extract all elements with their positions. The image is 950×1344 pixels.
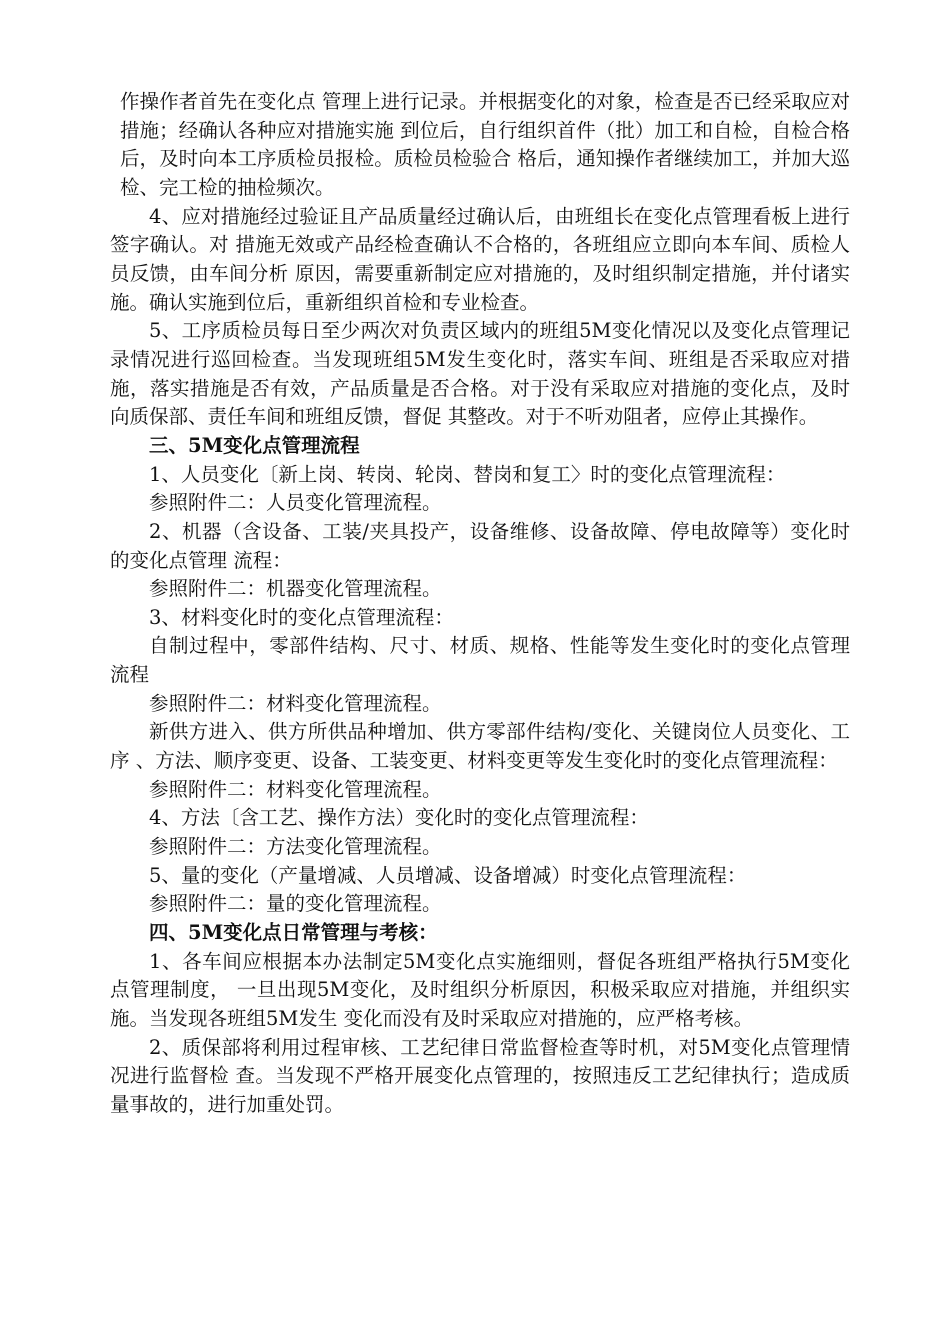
- paragraph-machine-change: 2、机器（含设备、工装/夹具投产，设备维修、设备故障、停电故障等）变化时的变化点管理 流程：: [110, 519, 850, 572]
- paragraph-self-made-process: 自制过程中，零部件结构、尺寸、材质、规格、性能等发生变化时的变化点管理流程: [110, 634, 850, 687]
- paragraph-continued: 作操作者首先在变化点 管理上进行记录。并根据变化的对象，检查是否已经采取应对措施；经确认各种应对措施实施 到位后，自行组织首件（批）加工和自检，自检合格后，及时向本工序质检员报检。质检员检验合 格后，通知操作者继续加工，并加大巡检、完工检的抽检频次。: [120, 90, 850, 199]
- paragraph-method-change: 4、方法〔含工艺、操作方法）变化时的变化点管理流程：: [149, 806, 649, 830]
- paragraph-ref-material-1: 参照附件二：材料变化管理流程。: [149, 691, 442, 715]
- paragraph-item-5: 5、工序质检员每日至少两次对负责区域内的班组5M变化情况以及变化点管理记录情况进行巡回检查。当发现班组5M发生变化时，落实车间、班组是否采取应对措施，落实措施是否有效，产品质量是否合格。对于没有采取应对措施的变化点，及时向质保部、责任车间和班组反馈，督促 其整改。对于不听劝阻者，应停止其操作。: [110, 319, 850, 429]
- paragraph-ref-material-2: 参照附件二：材料变化管理流程。: [149, 777, 442, 801]
- paragraph-ref-quantity: 参照附件二：量的变化管理流程。: [149, 892, 442, 916]
- paragraph-personnel-change: 1、人员变化〔新上岗、转岗、轮岗、替岗和复工〉时的变化点管理流程：: [149, 462, 786, 486]
- document-body: [110, 88, 850, 1120]
- paragraph-material-change: 3、材料变化时的变化点管理流程：: [149, 605, 454, 629]
- paragraph-new-supplier: 新供方进入、供方所供品种增加、供方零部件结构/变化、关键岗位人员变化、工序 、方法、顺序变更、设备、工装变更、材料变更等发生变化时的变化点管理流程：: [110, 720, 850, 773]
- paragraph-item-4: 4、应对措施经过验证且产品质量经过确认后，由班组长在变化点管理看板上进行签字确认。对 措施无效或产品经检查确认不合格的，各班组应立即向本车间、质检人员反馈，由车间分析 原因，需要重新制定应对措施的，及时组织制定措施，并付诸实施。确认实施到位后，重新组织首检和专业检查。: [110, 204, 850, 314]
- paragraph-ref-method: 参照附件二：方法变化管理流程。: [149, 835, 442, 859]
- section-heading-4: 四、5M变化点日常管理与考核：: [149, 921, 438, 945]
- section-heading-3: 三、5M变化点管理流程: [149, 433, 360, 457]
- paragraph-assessment-2: 2、质保部将利用过程审核、工艺纪律日常监督检查等时机，对5M变化点管理情况进行监督检 查。当发现不严格开展变化点管理的，按照违反工艺纪律执行；造成质量事故的，进行加重处罚。: [110, 1035, 850, 1116]
- paragraph-assessment-1: 1、各车间应根据本办法制定5M变化点实施细则，督促各班组严格执行5M变化点管理制度， 一旦出现5M变化，及时组织分析原因，积极采取应对措施，并组织实施。当发现各班组5M发生 变化而没有及时采取应对措施的，应严格考核。: [110, 949, 850, 1030]
- paragraph-ref-personnel: 参照附件二：人员变化管理流程。: [149, 491, 442, 515]
- paragraph-quantity-change: 5、量的变化（产量增减、人员增减、设备增减）时变化点管理流程：: [149, 863, 747, 887]
- paragraph-ref-machine: 参照附件二：机器变化管理流程。: [149, 577, 442, 601]
